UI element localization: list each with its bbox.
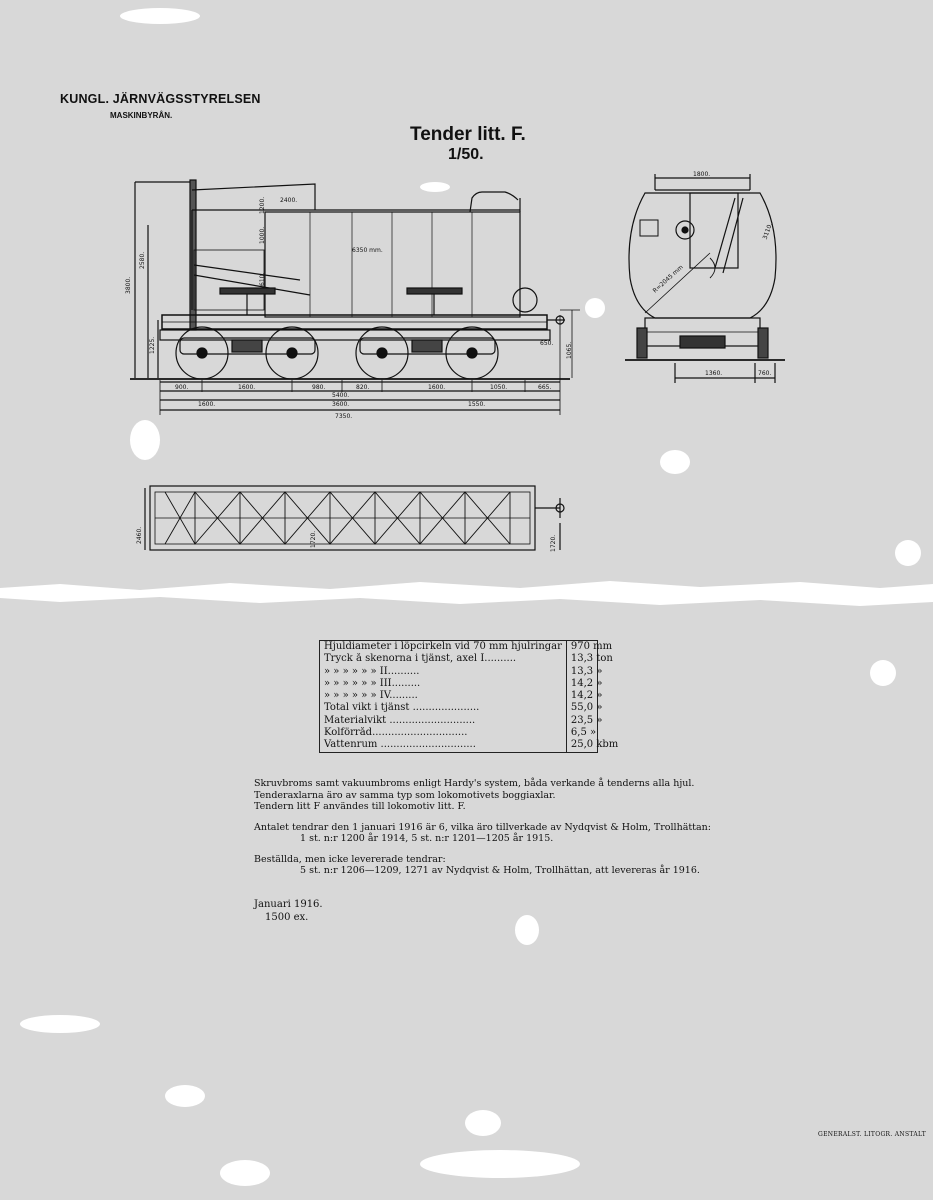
spec-label: Total vikt i tjänst ..................... xyxy=(324,702,480,714)
spec-value: 13,3 » xyxy=(566,666,622,678)
side-top-label: 610. xyxy=(259,272,266,286)
spec-value: 14,2 » xyxy=(566,690,622,702)
dim-label: 1600. xyxy=(428,384,446,391)
spec-label: » » » » » » III......... xyxy=(324,677,421,689)
end-side-label: 3110. xyxy=(761,222,775,241)
spec-value: 13,3 ton xyxy=(566,653,622,665)
paper-blot xyxy=(220,1160,270,1186)
drawing-title: Tender litt. F. xyxy=(410,124,526,145)
dim-label: 1600. xyxy=(198,401,216,408)
paper-blot xyxy=(585,298,605,318)
side-height-label: 2580. xyxy=(139,251,146,269)
spec-row xyxy=(320,727,622,739)
spec-label: » » » » » » II.......... xyxy=(324,665,420,677)
dim-label: 820. xyxy=(356,384,370,391)
issue-date: Januari 1916. xyxy=(254,899,323,910)
spec-row xyxy=(320,702,622,714)
print-run: 1500 ex. xyxy=(265,912,309,923)
paper-blot xyxy=(130,420,160,460)
paper-blot xyxy=(120,8,200,24)
spec-value: 23,5 » xyxy=(566,715,622,727)
dim-label: 7350. xyxy=(335,413,353,420)
spec-label: Hjuldiameter i löpcirkeln vid 70 mm hjulringar xyxy=(324,641,562,652)
dim-label: 1600. xyxy=(238,384,256,391)
spec-label: Kolförråd.............................. xyxy=(324,727,468,739)
note-brakes: Skruvbroms samt vakuumbroms enligt Hardy's system, båda verkande å tenderns alla hjul. xyxy=(254,778,695,789)
spec-value: 14,2 » xyxy=(566,678,622,690)
end-bottom-label: 1360. xyxy=(705,370,723,377)
end-elevation-drawing xyxy=(615,168,790,398)
side-right-label: 650. xyxy=(540,340,554,347)
note-ordered: Beställda, men icke levererade tendrar: xyxy=(254,853,446,865)
note-ordered-detail: 5 st. n:r 1206—1209, 1271 av Nydqvist & Holm, Trollhättan, att levereras år 1916. xyxy=(300,865,700,876)
paper-blot xyxy=(420,182,450,192)
note-usage: Tendern litt F användes till lokomotiv litt. F. xyxy=(254,801,466,812)
dim-label: 980. xyxy=(312,384,326,391)
note-axles: Tenderaxlarna äro av samma typ som lokomotivets boggiaxlar. xyxy=(254,789,556,801)
dim-label: 1550. xyxy=(468,401,486,408)
spec-label: Materialvikt ........................... xyxy=(324,714,476,726)
paper-blot xyxy=(20,1015,100,1033)
paper-blot xyxy=(895,540,921,566)
organization-name: KUNGL. JÄRNVÄGSSTYRELSEN xyxy=(60,92,261,106)
spec-value: 970 mm xyxy=(566,641,622,653)
plan-width-label: 2460. xyxy=(136,526,143,544)
spec-row xyxy=(320,653,622,665)
spec-row xyxy=(320,739,622,751)
spec-row xyxy=(320,690,622,702)
spec-label: » » » » » » IV......... xyxy=(324,690,418,702)
paper-blot xyxy=(870,660,896,686)
side-top-label: 1000. xyxy=(259,226,266,244)
dim-label: 900. xyxy=(175,384,189,391)
end-width-label: 1800. xyxy=(693,171,711,178)
side-height-label: 1225. xyxy=(149,336,156,354)
dim-label: 1050. xyxy=(490,384,508,391)
specifications-table xyxy=(319,640,619,753)
end-bottom-label: 760. xyxy=(758,370,772,377)
dim-label: 5400. xyxy=(332,392,350,399)
paper-blot xyxy=(660,450,690,474)
paper-blot xyxy=(465,1110,501,1136)
plan-center-label: 1720. xyxy=(310,530,317,548)
paper-blot xyxy=(420,1150,580,1178)
paper-blot xyxy=(515,915,539,945)
spec-row xyxy=(320,641,622,653)
plan-view-drawing xyxy=(135,478,575,558)
spec-label: Tryck å skenorna i tjänst, axel I.......... xyxy=(324,653,517,665)
end-radius-label: R=2045 mm xyxy=(651,263,685,295)
spec-value: 6,5 » xyxy=(566,727,622,739)
tank-length-label: 6350 mm. xyxy=(352,247,383,254)
side-top-label: 2400. xyxy=(280,197,298,204)
side-height-label: 3800. xyxy=(125,276,132,294)
spec-label: Vattenrum .............................. xyxy=(324,739,476,751)
dim-label: 665. xyxy=(538,384,552,391)
side-elevation-drawing xyxy=(120,170,580,420)
drawing-scale: 1/50. xyxy=(448,146,484,163)
spec-value: 25,0 kbm xyxy=(566,739,622,751)
spec-row xyxy=(320,715,622,727)
department-name: MASKINBYRÅN. xyxy=(110,111,173,120)
notes-block xyxy=(254,778,711,877)
dim-label: 3600. xyxy=(332,401,350,408)
printer-imprint: GENERALST. LITOGR. ANSTALT xyxy=(818,1131,927,1138)
side-right-label: 1065. xyxy=(566,341,573,359)
torn-seam xyxy=(0,570,933,614)
paper-blot xyxy=(165,1085,205,1107)
side-top-label: 1200. xyxy=(259,196,266,214)
plan-right-label: 1720. xyxy=(550,534,557,552)
spec-row xyxy=(320,666,622,678)
note-count: Antalet tendrar den 1 januari 1916 är 6, vilka äro tillverkade av Nydqvist & Holm, Trollhättan: xyxy=(254,821,711,833)
spec-row xyxy=(320,678,622,690)
note-count-detail: 1 st. n:r 1200 år 1914, 5 st. n:r 1201—1205 år 1915. xyxy=(300,833,554,844)
spec-value: 55,0 » xyxy=(566,702,622,714)
